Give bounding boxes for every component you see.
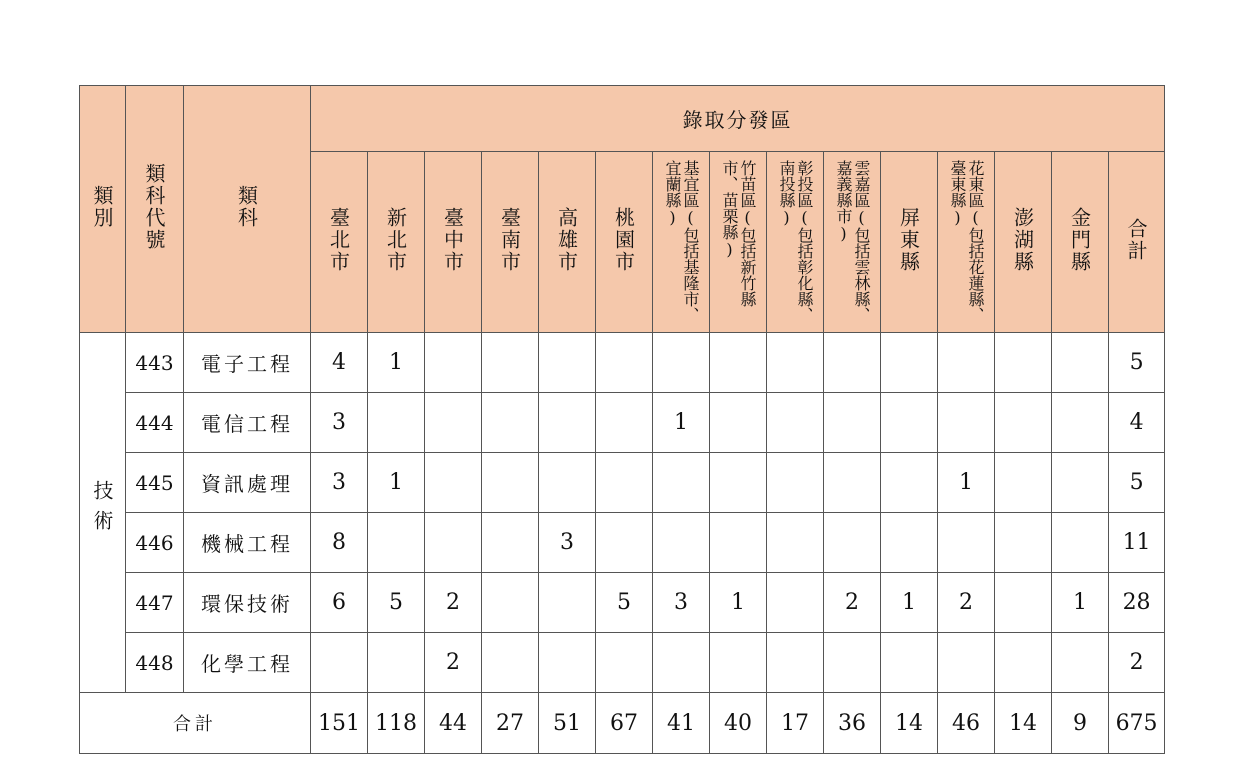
count-cell: 5 xyxy=(596,573,653,633)
count-cell xyxy=(482,633,539,693)
count-cell: 1 xyxy=(368,453,425,513)
count-cell: 1 xyxy=(938,453,995,513)
count-cell xyxy=(1052,513,1109,573)
count-cell xyxy=(767,333,824,393)
subject-code: 447 xyxy=(126,573,184,633)
total-cell: 46 xyxy=(938,693,995,754)
count-cell: 3 xyxy=(653,573,710,633)
total-cell: 36 xyxy=(824,693,881,754)
count-cell xyxy=(710,453,767,513)
count-cell xyxy=(596,513,653,573)
count-cell xyxy=(767,633,824,693)
count-cell xyxy=(596,333,653,393)
header-region-9: 雲嘉區(包括雲林縣、嘉義縣市) xyxy=(824,152,881,333)
count-cell xyxy=(653,333,710,393)
count-cell xyxy=(881,453,938,513)
header-code: 類科代號 xyxy=(126,86,184,333)
total-cell: 675 xyxy=(1109,693,1165,754)
count-cell xyxy=(653,453,710,513)
allocation-table xyxy=(79,85,1165,754)
table-row xyxy=(80,393,1165,453)
count-cell xyxy=(368,633,425,693)
subject-name: 環保技術 xyxy=(184,573,311,633)
table-row xyxy=(80,333,1165,393)
count-cell: 2 xyxy=(824,573,881,633)
count-cell: 8 xyxy=(311,513,368,573)
count-cell xyxy=(1052,633,1109,693)
count-cell xyxy=(710,513,767,573)
count-cell xyxy=(596,453,653,513)
count-cell xyxy=(881,393,938,453)
table-row xyxy=(80,513,1165,573)
count-cell xyxy=(425,393,482,453)
total-cell: 51 xyxy=(539,693,596,754)
count-cell: 3 xyxy=(311,393,368,453)
count-cell: 2 xyxy=(425,633,482,693)
total-cell: 9 xyxy=(1052,693,1109,754)
total-cell: 14 xyxy=(995,693,1052,754)
count-cell xyxy=(824,633,881,693)
header-region-6: 基宜區(包括基隆市、宜蘭縣) xyxy=(653,152,710,333)
count-cell: 5 xyxy=(368,573,425,633)
count-cell: 2 xyxy=(938,573,995,633)
total-cell: 151 xyxy=(311,693,368,754)
count-cell xyxy=(767,453,824,513)
count-cell xyxy=(653,633,710,693)
header-region-12: 澎湖縣 xyxy=(995,152,1052,333)
row-total-cell: 28 xyxy=(1109,573,1165,633)
count-cell xyxy=(824,333,881,393)
count-cell xyxy=(995,573,1052,633)
count-cell xyxy=(539,633,596,693)
table-row xyxy=(80,453,1165,513)
count-cell xyxy=(767,573,824,633)
subject-name: 化學工程 xyxy=(184,633,311,693)
header-region-group: 錄取分發區 xyxy=(311,86,1165,152)
count-cell xyxy=(767,513,824,573)
count-cell xyxy=(710,393,767,453)
count-cell xyxy=(824,453,881,513)
count-cell xyxy=(824,393,881,453)
count-cell xyxy=(368,393,425,453)
count-cell xyxy=(824,513,881,573)
header-region-5: 桃園市 xyxy=(596,152,653,333)
total-cell: 67 xyxy=(596,693,653,754)
total-cell: 44 xyxy=(425,693,482,754)
count-cell xyxy=(881,513,938,573)
count-cell xyxy=(710,333,767,393)
header-region-2: 臺中市 xyxy=(425,152,482,333)
count-cell xyxy=(938,513,995,573)
row-total-cell: 2 xyxy=(1109,633,1165,693)
count-cell: 1 xyxy=(653,393,710,453)
count-cell: 1 xyxy=(1052,573,1109,633)
count-cell xyxy=(938,333,995,393)
count-cell xyxy=(938,633,995,693)
header-category: 類別 xyxy=(80,86,126,333)
count-cell xyxy=(482,393,539,453)
row-total-cell: 4 xyxy=(1109,393,1165,453)
row-total-cell: 5 xyxy=(1109,453,1165,513)
header-region-11: 花東區(包括花蓮縣、臺東縣) xyxy=(938,152,995,333)
count-cell xyxy=(425,513,482,573)
header-region-0: 臺北市 xyxy=(311,152,368,333)
count-cell xyxy=(311,633,368,693)
count-cell xyxy=(1052,393,1109,453)
subject-code: 444 xyxy=(126,393,184,453)
count-cell xyxy=(1052,333,1109,393)
total-cell: 27 xyxy=(482,693,539,754)
count-cell xyxy=(881,333,938,393)
subject-name: 資訊處理 xyxy=(184,453,311,513)
category-cell: 技術 xyxy=(80,333,126,693)
count-cell xyxy=(938,393,995,453)
total-label: 合計 xyxy=(80,693,311,754)
count-cell xyxy=(482,573,539,633)
count-cell xyxy=(539,573,596,633)
count-cell xyxy=(995,453,1052,513)
count-cell xyxy=(995,333,1052,393)
header-region-14: 合計 xyxy=(1109,152,1165,333)
header-region-10: 屏東縣 xyxy=(881,152,938,333)
count-cell xyxy=(995,513,1052,573)
header-region-8: 彰投區(包括彰化縣、南投縣) xyxy=(767,152,824,333)
subject-code: 448 xyxy=(126,633,184,693)
total-row xyxy=(80,693,1165,754)
count-cell xyxy=(482,333,539,393)
subject-name: 電信工程 xyxy=(184,393,311,453)
count-cell xyxy=(767,393,824,453)
total-cell: 17 xyxy=(767,693,824,754)
count-cell xyxy=(425,453,482,513)
total-cell: 41 xyxy=(653,693,710,754)
row-total-cell: 5 xyxy=(1109,333,1165,393)
header-region-7: 竹苗區(包括新竹縣市、苗栗縣) xyxy=(710,152,767,333)
header-subject: 類科 xyxy=(184,86,311,333)
count-cell xyxy=(596,633,653,693)
count-cell: 2 xyxy=(425,573,482,633)
header-region-3: 臺南市 xyxy=(482,152,539,333)
count-cell: 1 xyxy=(881,573,938,633)
count-cell: 1 xyxy=(710,573,767,633)
count-cell: 3 xyxy=(539,513,596,573)
header-region-1: 新北市 xyxy=(368,152,425,333)
total-cell: 40 xyxy=(710,693,767,754)
count-cell xyxy=(995,633,1052,693)
count-cell: 4 xyxy=(311,333,368,393)
row-total-cell: 11 xyxy=(1109,513,1165,573)
count-cell: 1 xyxy=(368,333,425,393)
total-cell: 118 xyxy=(368,693,425,754)
count-cell xyxy=(995,393,1052,453)
count-cell xyxy=(653,513,710,573)
header-region-13: 金門縣 xyxy=(1052,152,1109,333)
subject-code: 445 xyxy=(126,453,184,513)
count-cell xyxy=(1052,453,1109,513)
count-cell xyxy=(482,513,539,573)
count-cell: 3 xyxy=(311,453,368,513)
table-row xyxy=(80,573,1165,633)
count-cell xyxy=(368,513,425,573)
header-region-4: 高雄市 xyxy=(539,152,596,333)
subject-name: 機械工程 xyxy=(184,513,311,573)
total-cell: 14 xyxy=(881,693,938,754)
table-row xyxy=(80,633,1165,693)
count-cell xyxy=(539,333,596,393)
subject-code: 443 xyxy=(126,333,184,393)
count-cell xyxy=(596,393,653,453)
count-cell xyxy=(425,333,482,393)
count-cell xyxy=(539,453,596,513)
count-cell xyxy=(710,633,767,693)
count-cell xyxy=(881,633,938,693)
count-cell xyxy=(539,393,596,453)
subject-name: 電子工程 xyxy=(184,333,311,393)
count-cell xyxy=(482,453,539,513)
count-cell: 6 xyxy=(311,573,368,633)
subject-code: 446 xyxy=(126,513,184,573)
